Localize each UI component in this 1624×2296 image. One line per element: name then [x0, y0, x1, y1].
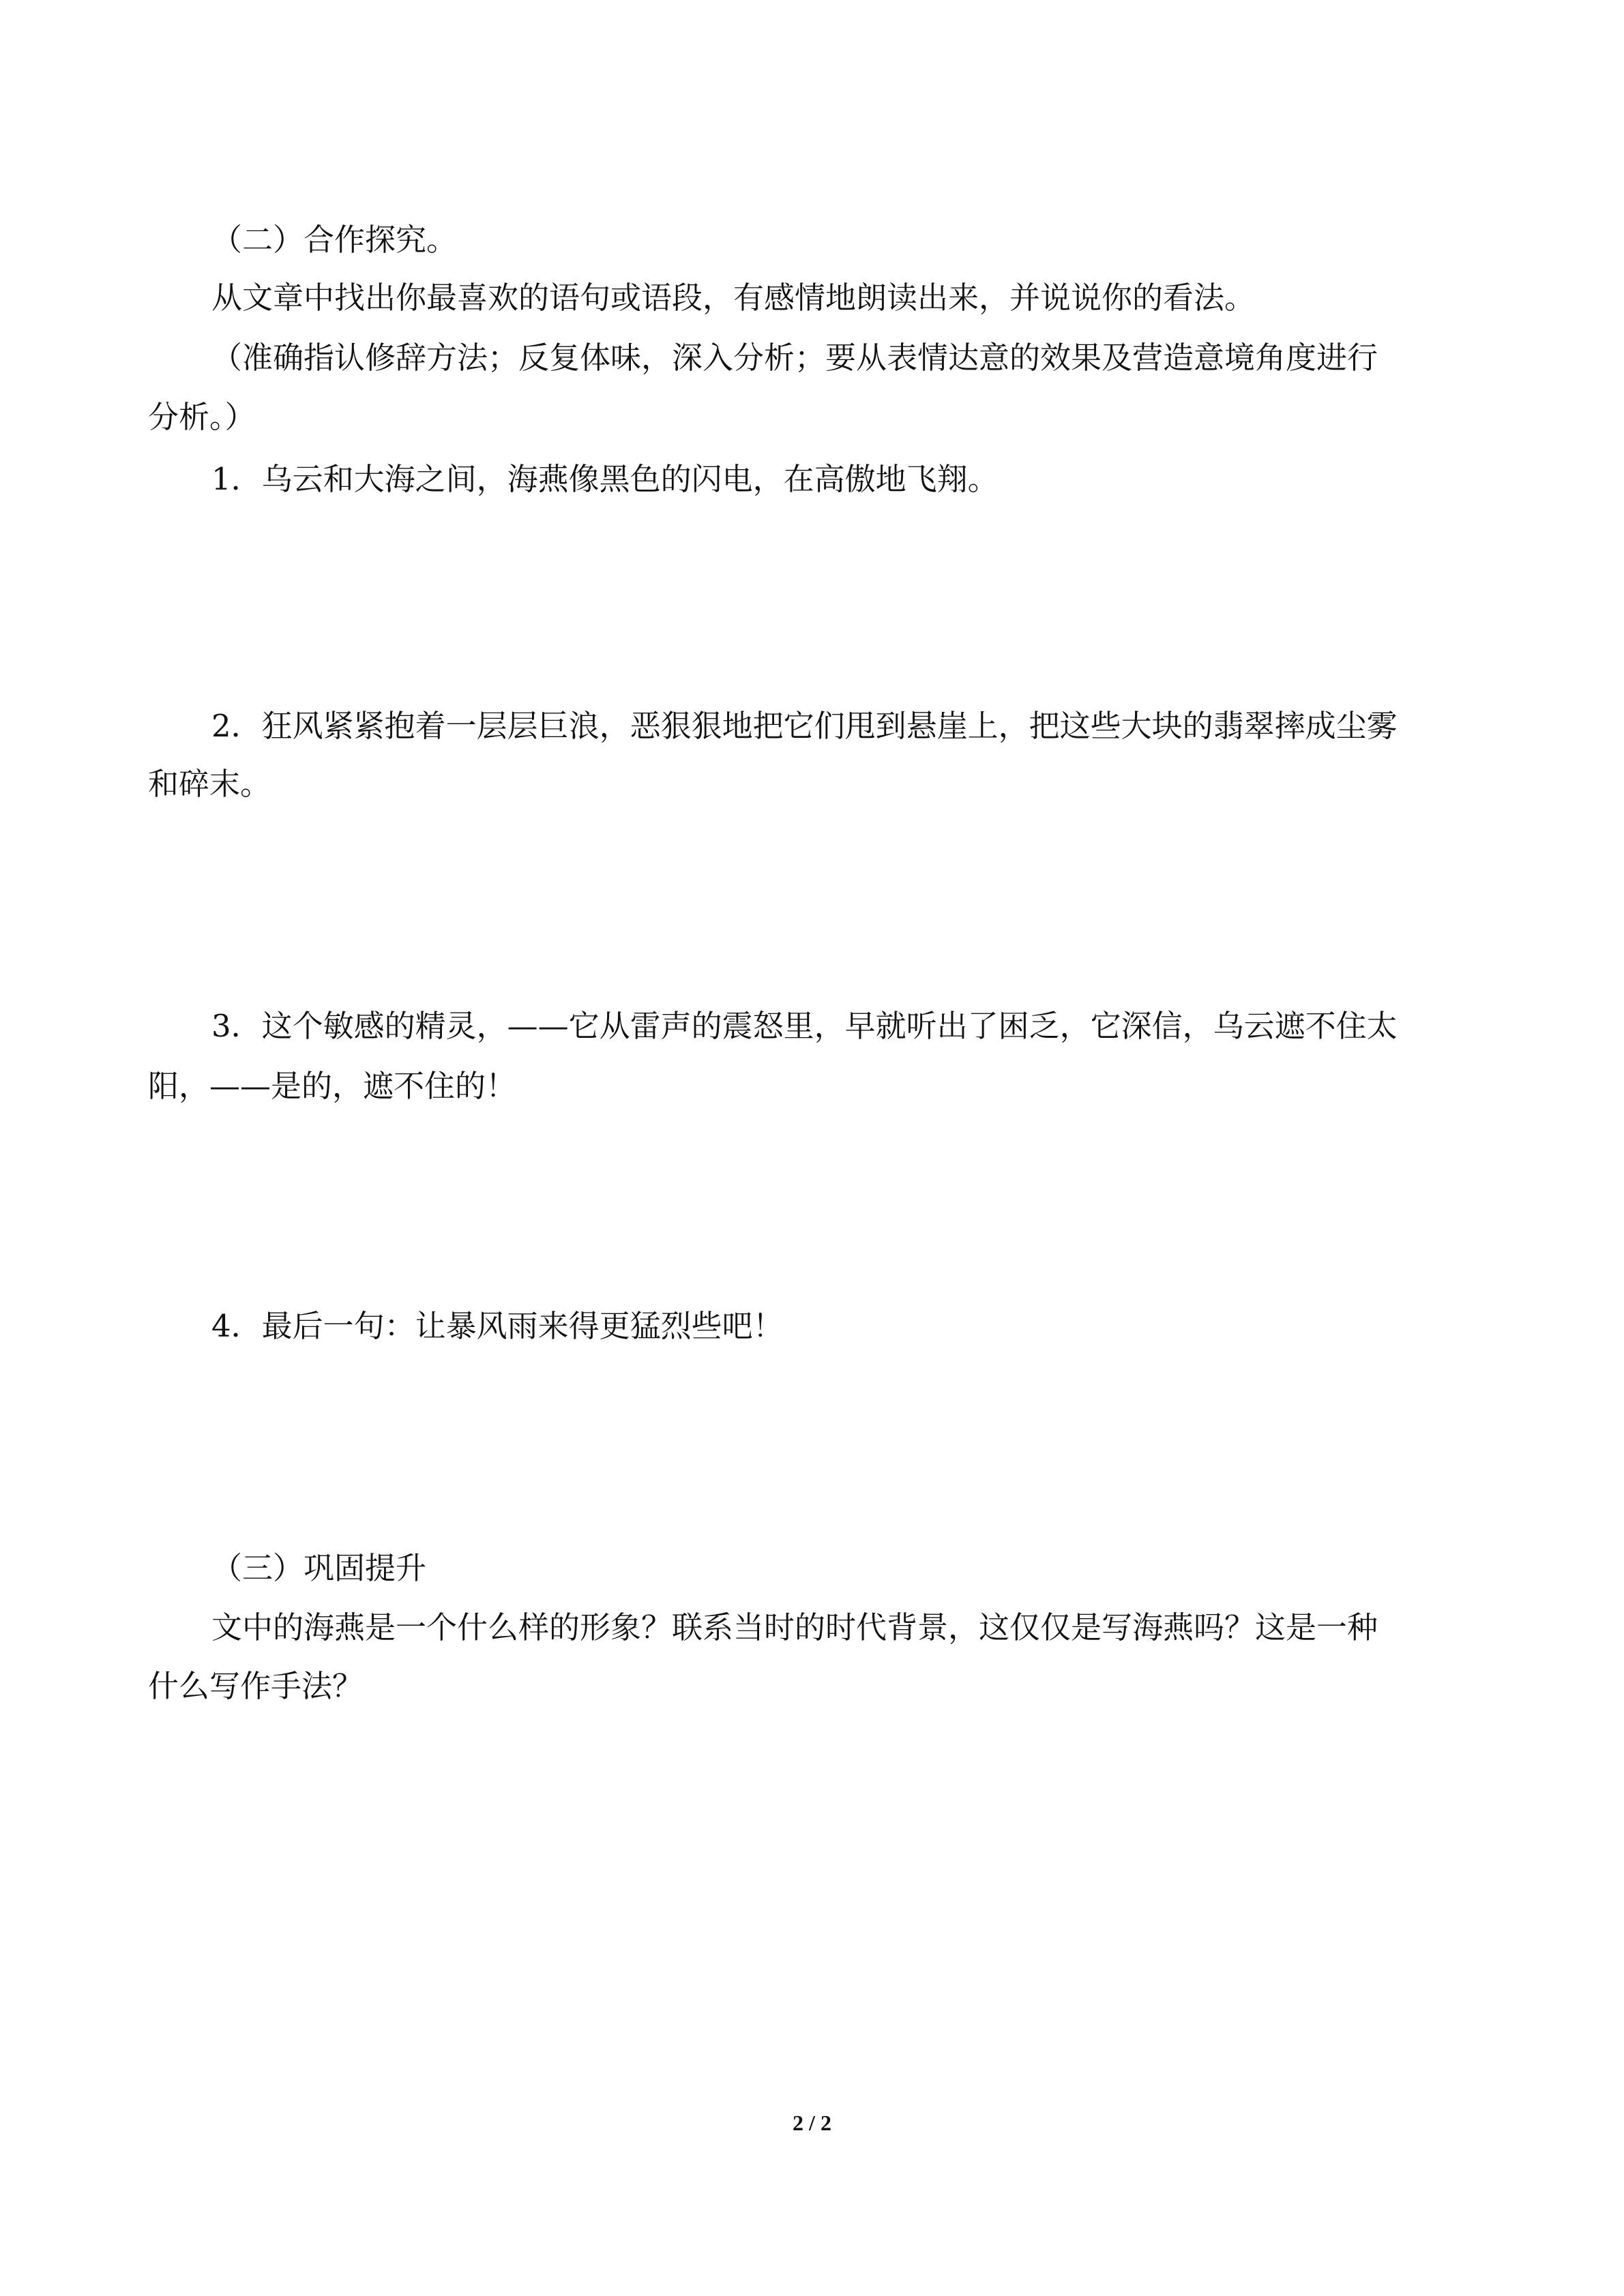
question-text-line-2: 什么写作手法？	[148, 1668, 364, 1704]
page-number: 2 / 2	[793, 2111, 831, 2135]
section-heading-cooperative-inquiry: （二）合作探究。	[211, 222, 458, 258]
note-text-line-1: （准确指认修辞方法；反复体味，深入分析；要从表情达意的效果及营造意境角度进行	[211, 340, 1378, 376]
question-text-line-1: 文中的海燕是一个什么样的形象？联系当时的时代背景，这仅仅是写海燕吗？这是一种	[211, 1609, 1378, 1645]
item-4-line-1: 4．最后一句：让暴风雨来得更猛烈些吧！	[211, 1308, 784, 1344]
item-2-line-1: 2．狂风紧紧抱着一层层巨浪，恶狠狠地把它们甩到悬崖上，把这些大块的翡翠摔成尘雾	[211, 708, 1398, 744]
instruction-text: 从文章中找出你最喜欢的语句或语段，有感情地朗读出来，并说说你的看法。	[211, 280, 1256, 316]
section-heading-consolidation: （三）巩固提升	[211, 1550, 427, 1586]
item-2-line-2: 和碎末。	[148, 766, 271, 802]
note-text-line-2: 分析。）	[148, 399, 256, 435]
item-3-line-1: 3．这个敏感的精灵，——它从雷声的震怒里，早就听出了困乏，它深信，乌云遮不住太	[211, 1008, 1398, 1044]
item-1-line-1: 1．乌云和大海之间，海燕像黑色的闪电，在高傲地飞翔。	[211, 461, 999, 497]
item-3-line-2: 阳，——是的，遮不住的！	[148, 1068, 517, 1104]
